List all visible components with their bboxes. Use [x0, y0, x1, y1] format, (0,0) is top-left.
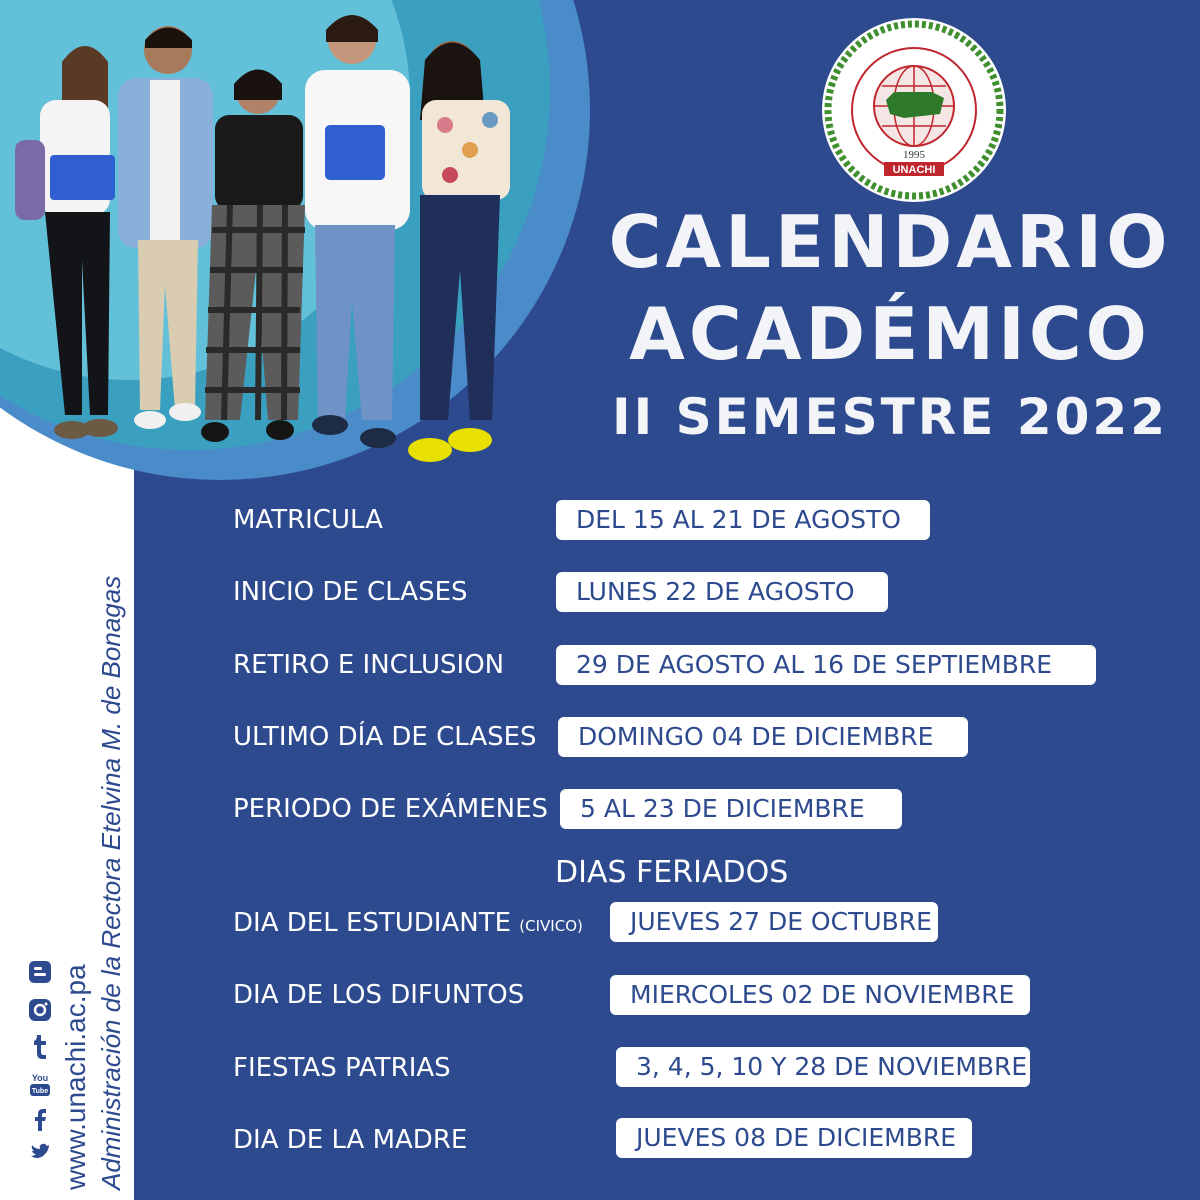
row-label-dia-estudiante: [233, 908, 583, 938]
svg-text:Tube: Tube: [31, 1088, 49, 1095]
student-3: [201, 70, 305, 443]
pill-ultimo-dia-date: DOMINGO 04 DE DICIEMBRE: [558, 717, 968, 757]
title-academico: ACADÉMICO: [629, 292, 1151, 376]
student-2: [118, 26, 213, 429]
holiday-note: (CIVICO): [519, 917, 583, 935]
holidays-heading: DIAS FERIADOS: [555, 855, 789, 890]
pill-periodo-examenes-dates: 5 AL 23 DE DICIEMBRE: [560, 789, 902, 829]
student-1: [15, 46, 118, 439]
svg-text:1995: 1995: [903, 149, 925, 161]
row-label-ultimo-dia: ULTIMO DÍA DE CLASES: [233, 722, 537, 752]
student-4: [305, 15, 410, 448]
students-photo: [0, 0, 560, 480]
tumblr-icon[interactable]: [28, 1035, 52, 1059]
pill-matricula-dates: DEL 15 AL 21 DE AGOSTO: [556, 500, 930, 540]
instagram-icon[interactable]: [28, 998, 52, 1022]
website-url[interactable]: www.unachi.ac.pa: [60, 964, 91, 1190]
pill-dia-madre-date: JUEVES 08 DE DICIEMBRE: [616, 1118, 972, 1158]
row-label-dia-madre: DIA DE LA MADRE: [233, 1125, 468, 1155]
row-label-fiestas-patrias: FIESTAS PATRIAS: [233, 1053, 451, 1083]
pill-dia-difuntos-date: MIERCOLES 02 DE NOVIEMBRE: [610, 975, 1030, 1015]
row-label-inicio-clases: INICIO DE CLASES: [233, 577, 468, 607]
youtube-icon[interactable]: [25, 1070, 55, 1100]
svg-text:You: You: [31, 1073, 49, 1083]
student-5: [408, 41, 510, 462]
pill-dia-estudiante-date: JUEVES 27 DE OCTUBRE: [610, 902, 938, 942]
svg-text:UNACHI: UNACHI: [892, 164, 936, 176]
row-label-retiro-inclusion: RETIRO E INCLUSION: [233, 650, 505, 680]
twitter-icon[interactable]: [28, 1140, 52, 1164]
university-seal-logo: [822, 18, 1006, 202]
row-label-matricula: MATRICULA: [233, 505, 383, 535]
administration-credit: Administración de la Rectora Etelvina M. de Bonagas: [96, 575, 126, 1190]
blogger-icon[interactable]: [28, 960, 52, 984]
title-calendario: CALENDARIO: [608, 200, 1172, 284]
pill-fiestas-patrias-dates: 3, 4, 5, 10 Y 28 DE NOVIEMBRE: [616, 1047, 1030, 1087]
holiday-label-text: DIA DEL ESTUDIANTE: [233, 908, 512, 938]
pill-retiro-inclusion-dates: 29 DE AGOSTO AL 16 DE SEPTIEMBRE: [556, 645, 1096, 685]
pill-inicio-clases-date: LUNES 22 DE AGOSTO: [556, 572, 888, 612]
title-semestre: II SEMESTRE 2022: [611, 388, 1169, 446]
row-label-dia-difuntos: DIA DE LOS DIFUNTOS: [233, 980, 525, 1010]
facebook-icon[interactable]: [28, 1108, 52, 1132]
row-label-periodo-examenes: PERIODO DE EXÁMENES: [233, 794, 549, 824]
